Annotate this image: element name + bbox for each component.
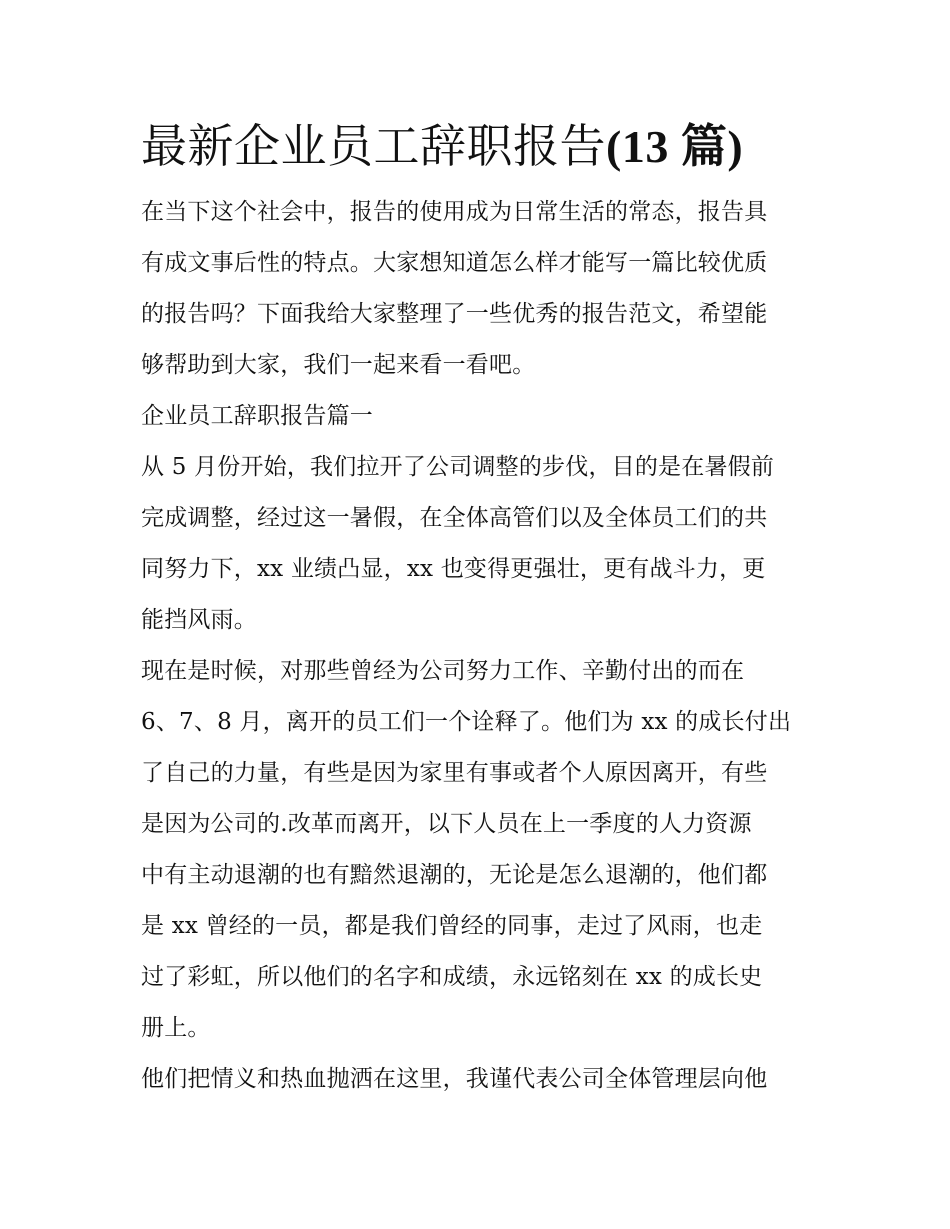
text-line: 从 5 月份开始，我们拉开了公司调整的步伐，目的是在暑假前 xyxy=(141,454,775,480)
text-line: 在当下这个社会中，报告的使用成为日常生活的常态，报告具 xyxy=(141,199,768,225)
text-line: 过了彩虹，所以他们的名字和成绩，永远铭刻在 xx 的成长史 xyxy=(141,964,763,990)
text-line: 能挡风雨。 xyxy=(141,607,257,633)
text-line: 同努力下，xx 业绩凸显，xx 也变得更强壮，更有战斗力，更 xyxy=(141,556,766,582)
paragraph-body-3 xyxy=(141,1054,821,1105)
text-line: 够帮助到大家，我们一起来看一看吧。 xyxy=(141,352,536,378)
text-line: 企业员工辞职报告篇一 xyxy=(141,403,373,429)
text-line: 现在是时候，对那些曾经为公司努力工作、辛勤付出的而在 xyxy=(141,658,745,684)
document-page xyxy=(141,112,821,1105)
document-title xyxy=(141,112,821,181)
paragraph-body-1 xyxy=(141,442,821,646)
text-line: 完成调整，经过这一暑假，在全体高管们以及全体员工们的共 xyxy=(141,505,768,531)
text-line: 6、7、8 月，离开的员工们一个诠释了。他们为 xx 的成长付出 xyxy=(141,709,792,735)
text-line: 他们把情义和热血抛洒在这里，我谨代表公司全体管理层向他 xyxy=(141,1066,768,1092)
document-body xyxy=(141,187,821,1105)
paragraph-intro xyxy=(141,187,821,391)
text-line: 册上。 xyxy=(141,1015,211,1041)
title-count: (13 篇) xyxy=(606,121,744,172)
paragraph-body-2 xyxy=(141,646,821,1054)
text-line: 了自己的力量，有些是因为家里有事或者个人原因离开，有些 xyxy=(141,760,768,786)
text-line: 的报告吗？下面我给大家整理了一些优秀的报告范文，希望能 xyxy=(141,301,768,327)
text-line: 是因为公司的.改革而离开，以下人员在上一季度的人力资源 xyxy=(141,811,752,837)
text-line: 中有主动退潮的也有黯然退潮的，无论是怎么退潮的，他们都 xyxy=(141,862,768,888)
text-line: 有成文事后性的特点。大家想知道怎么样才能写一篇比较优质 xyxy=(141,250,768,276)
text-line: 是 xx 曾经的一员，都是我们曾经的同事，走过了风雨，也走 xyxy=(141,913,763,939)
title-main: 最新企业员工辞职报告 xyxy=(141,119,606,173)
paragraph-section-heading xyxy=(141,391,821,442)
